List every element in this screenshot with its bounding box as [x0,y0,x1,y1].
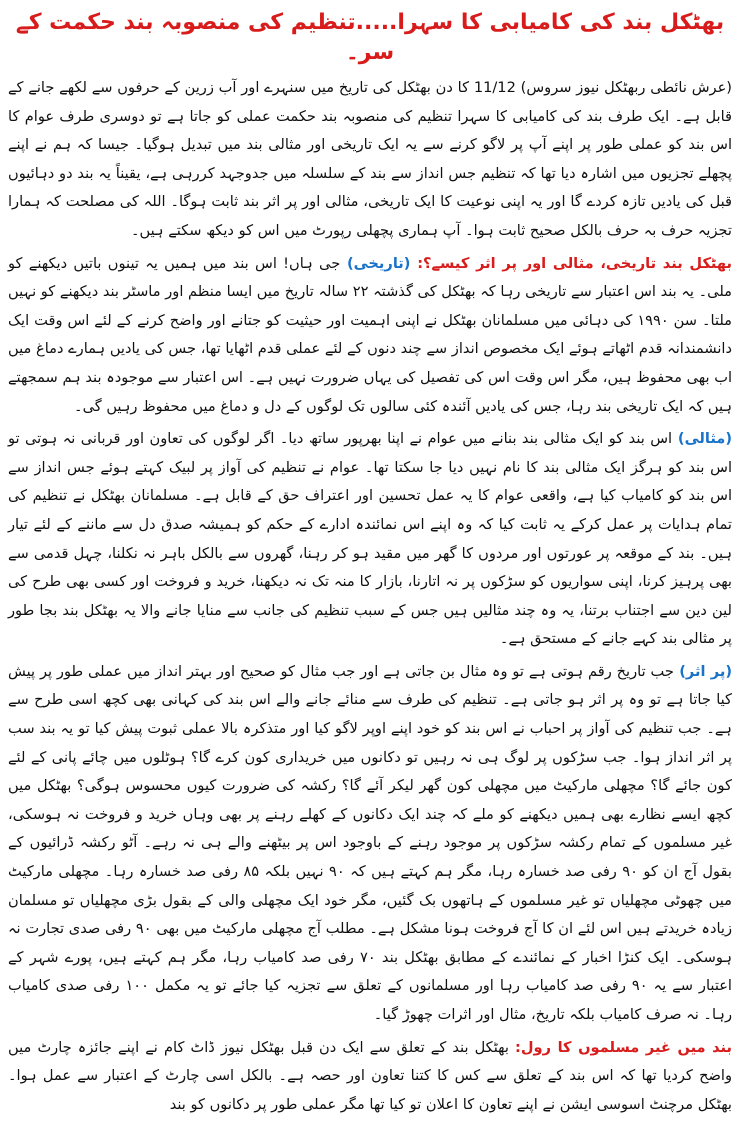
paragraph-text: بھٹکل بند کے تعلق سے ایک دن قبل بھٹکل نیوز ڈاٹ کام نے اپنے جائزہ چارٹ میں واضح کردیا تھا کہ اس بند کے تعلق سے کس کا کتنا تعاون اور حصہ ہے۔ بالکل اسی چارٹ کے اعتبار سے عمل ہوا۔ بھٹکل مرچنٹ اسوسی ایشن نے اپنے تعاون کا اعلان تو کیا تھا مگر عملی طور پر دکانوں کو بند [8,1038,732,1113]
article-paragraph-nonmuslims [8,1034,732,1120]
article-headline: بھٹکل بند کی کامیابی کا سہرا.....تنظیم کی منصوبہ بند حکمت کے سر۔ [15,10,725,65]
section-heading-nonmuslims: بند میں غیر مسلموں کا رول: [515,1038,732,1056]
subheading-impactful: (پر اثر) [673,662,732,680]
subheading-exemplary: (مثالی) [672,430,732,448]
subheading-historic: (تاریخی) [340,254,418,272]
article-paragraph-intro [8,74,732,246]
article-paragraph-exemplary [8,425,732,654]
article-paragraph-historic [8,250,732,422]
paragraph-text: جب تاریخ رقم ہوتی ہے تو وہ مثال بن جاتی ہے اور جب مثال کو صحیح اور بہتر انداز میں عملی طور پر پیش کیا جاتا ہے تو وہ پر اثر ہو جاتی ہے۔ تنظیم کی طرف سے منائے جانے والے اس بند کی کہانی بھی کچھ اسی طرح سے ہے۔ جب تنظیم کی آواز پر احباب نے اس بند کو خود اپنے اوپر لاگو کیا اور متذکرہ بالا عملی ثبوت پیش کیا تو یہ بند سب پر اثر انداز ہوا۔ جب سڑکوں پر لوگ ہی نہ رہیں تو دکانوں میں خریداری کون کرے گا؟ ہوٹلوں میں چائے پانی کے لئے کون جائے گا؟ مچھلی مارکیٹ میں مچھلی کون گھر لیکر آئے گا؟ رکشہ کی ضرورت کیوں محسوس ہوگی؟ بھٹکل میں کچھ ایسے نظارے بھی ہمیں دیکھنے کو ملے کہ چند ایک دکانوں کے کھلے رہنے پر بھی وہاں خرید و فروخت نہ ہوسکی، غیر مسلموں کے تمام رکشہ سڑکوں پر موجود رہنے کے باوجود اس پر بیٹھنے والے ہی نہ رہے۔ آٹو رکشہ ڈرائیوں کے بقول آج ان کو ۹۰ رفی صد خسارہ رہا، مگر ہم کہتے ہیں کہ ۹۰ نہیں بلکہ ۸۵ رفی صد خسارہ رہا۔ مچھلی مارکیٹ میں چھوٹی مچھلیاں تو غیر مسلموں کے ہاتھوں بک گئیں، مگر خود ایک مچھلی والی کے بقول بڑی مچھلیاں تو مسلمان زیادہ خریدتے ہیں اس لئے ان کا آج فروخت ہونا مشکل ہے۔ مطلب آج مچھلی مارکیٹ میں بھی ۹۰ رفی صدی تجارت نہ ہوسکی۔ ایک کنڑا اخبار کے نمائندے کے مطابق بھٹکل بند ۷۰ رفی صد کامیاب رہا، مگر ہم کہتے ہیں، پورے شہر کے اعتبار سے یہ ۹۰ رفی صد کامیاب رہا اور مسلمانوں کے تعلق سے تجزیہ کیا جائے تو یہ مکمل ۱۰۰ رفی صدی کامیاب رہا۔ نہ صرف کامیاب بلکہ تاریخ، مثال اور اثرات چھوڑ گیا۔ [8,662,733,1023]
paragraph-text: جی ہاں! اس بند میں ہمیں یہ تینوں باتیں دیکھنے کو ملی۔ یہ بند اس اعتبار سے تاریخی رہا کہ بھٹکل کی گذشتہ ۲۲ سالہ تاریخ میں ایسا منظم اور ماسٹر بند دیکھنے کو نہیں ملتا۔ سن ۱۹۹۰ کی دہائی میں مسلمانان بھٹکل نے اپنی اہمیت اور حیثیت کو جتانے اور واضح کرنے کے لئے اس وقت ایک دانشمندانہ قدم اٹھاتے ہوئے ایک مخصوص انداز سے چند دنوں کے لئے عملی قدم اٹھایا تھا، جس کی یادیں ہمارے دماغ میں اب بھی محفوظ ہیں، مگر اس وقت اس کی تفصیل کی یہاں ضرورت نہیں ہے۔ اس اعتبار سے موجودہ بند ہم سمجھتے ہیں کہ ایک تاریخی بند رہا، جس کی یادیں آئندہ کئی سالوں تک لوگوں کے دل و دماغ میں محفوظ رہیں گی۔ [8,254,732,415]
paragraph-text: (عرش نائطی ربھٹکل نیوز سروس) 11/12 کا دن بھٹکل کی تاریخ میں سنہرے اور آب زرین کے حرفوں سے لکھے جانے کے قابل ہے۔ ایک طرف بند کی کامیابی کا سہرا تنظیم کی منصوبہ بند حکمت عملی کو جاتا ہے تو دوسری طرف عوام کا اس بند کو عملی طور پر اپنے آپ پر لاگو کرنے سے یہ ایک تاریخی اور مثالی بند میں تبدیل ہوگیا۔ جیسا کہ ہم نے اپنے پچھلے تجزیوں میں اشارہ دیا تھا کہ تنظیم جس انداز سے بند کے سلسلہ میں جدوجہد کررہی ہے، یقیناً یہ بند دو دہائیوں قبل کی یادیں تازہ کردے گا اور یہ اپنی نوعیت کا ایک تاریخی، مثالی اور پر اثر بند ثابت ہوگا۔ اللہ کی مصلحت کہ ہمارا تجزیہ حرف بہ حرف بالکل صحیح ثابت ہوا۔ آپ ہماری پچھلی رپورٹ میں اس کو دیکھ سکتے ہیں۔ [8,79,732,239]
paragraph-text: اس بند کو ایک مثالی بند بنانے میں عوام نے اپنا بھرپور ساتھ دیا۔ اگر لوگوں کی تعاون اور قربانی نہ ہوتی تو اس بند کو ہرگز ایک مثالی بند کا نام نہیں دیا جا سکتا تھا۔ عوام نے تنظیم کی آواز پر لبیک کہتے ہوئے جس انداز سے اس بند کو کامیاب کیا ہے، واقعی عوام کا یہ عمل تحسین اور اعتراف حق کے قابل ہے۔ مسلمانان بھٹکل نے تنظیم کی تمام ہدایات پر عمل کرکے یہ ثابت کیا کہ وہ اپنے اس نمائندہ ادارے کے حکم کو ہمیشہ صدق دل سے ماننے کے لئے تیار ہیں۔ بند کے موقعہ پر عورتوں اور مردوں کا گھر میں مقید ہو کر رہنا، گھروں سے بالکل باہر نہ نکلنا، چہل قدمی سے بھی پرہیز کرنا، اپنی سواریوں کو سڑکوں پر نہ اتارنا، بازار کا منہ تک نہ دیکھنا، خرید و فروخت اور کسی بھی طرح کی لین دین سے اجتناب برتنا، یہ وہ چند مثالیں ہیں جس کے سبب تنظیم کی جانب سے منایا جانے والا یہ بھٹکل بند بجا طور پر مثالی بند کہے جانے کے مستحق ہے۔ [8,430,732,648]
article-paragraph-impactful [8,658,732,1030]
section-heading-how: بھٹکل بند تاریخی، مثالی اور پر اثر کیسے؟: [417,254,733,272]
